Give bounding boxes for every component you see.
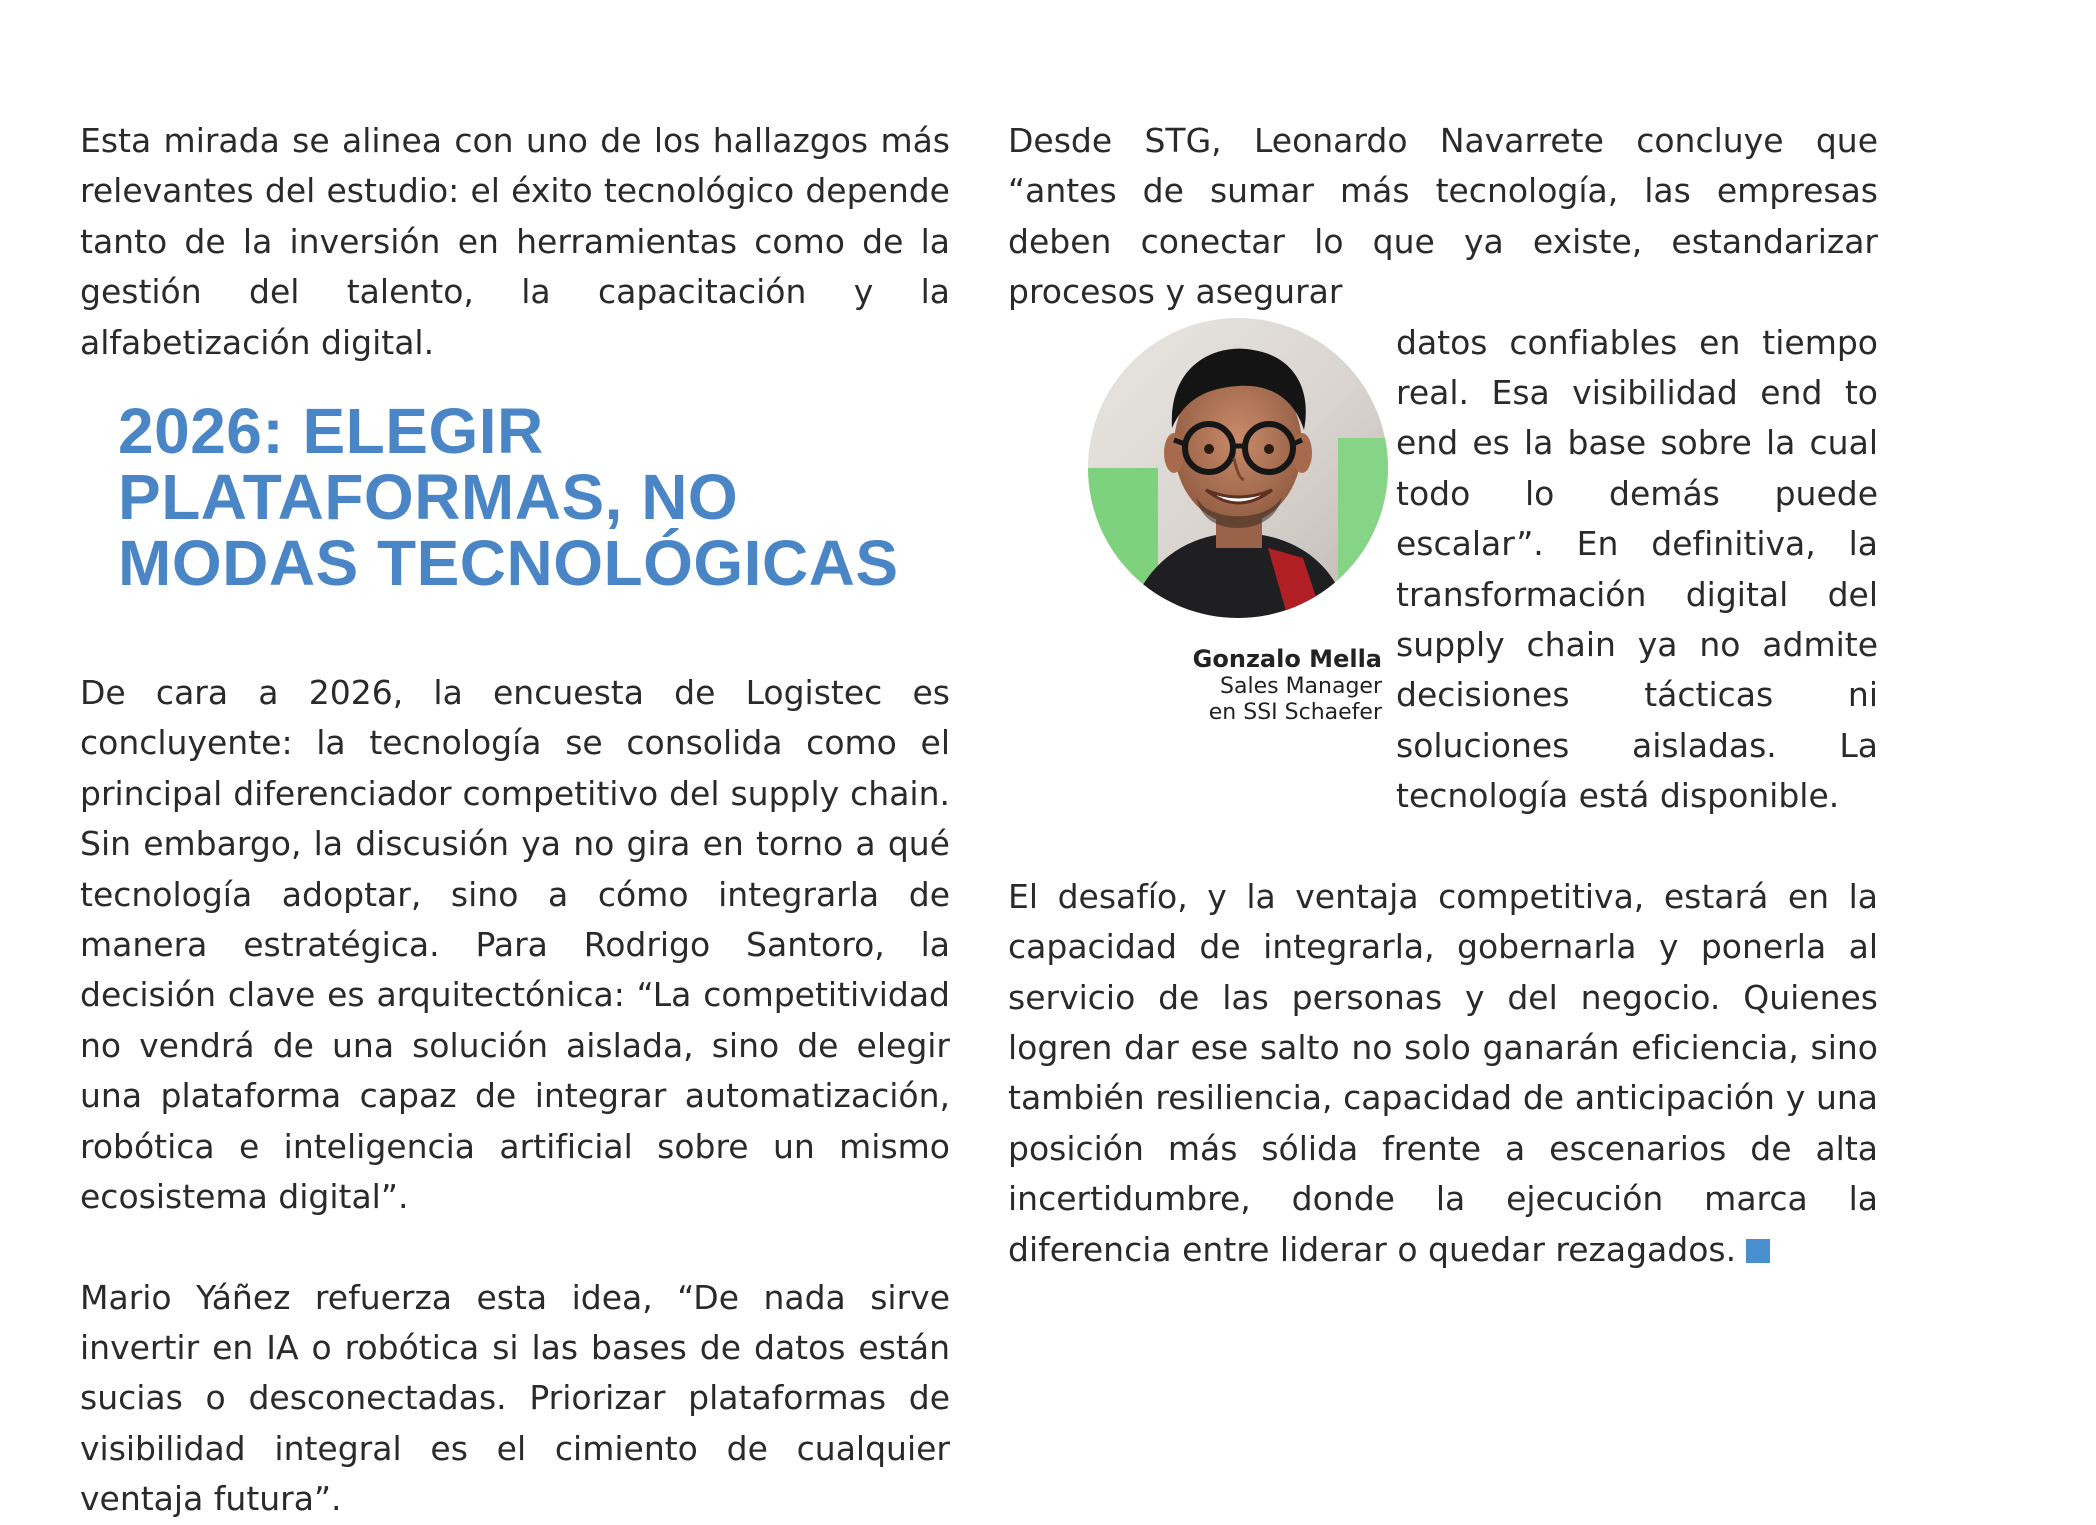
caption-role-line-1: Sales Manager xyxy=(1220,673,1382,699)
headline-line-3: MODAS TECNOLÓGICAS xyxy=(118,527,899,600)
paragraph-stg-continuation: datos confiables en tiempo real. Esa visibilidad end to end es la base sobre la cual todo lo demás puede escalar”. En definitiva, la transformación digital del supply chain ya no admite decisiones tácticas ni soluciones aisladas. La tecnología está disponible. xyxy=(1396,322,1878,816)
end-mark-icon xyxy=(1746,1239,1770,1263)
paragraph-conclusion xyxy=(1008,872,1878,1275)
portrait-photo-icon xyxy=(1088,318,1388,618)
portrait-figure xyxy=(1008,318,1396,788)
paragraph-logistec-survey: De cara a 2026, la encuesta de Logistec es concluyente: la tecnología se consolida como el principal diferenciador competitivo del supply chain. Sin embargo, la discusión ya no gira en torno a qué tecnología adoptar, sino a cómo integrarla de manera estratégica. Para Rodrigo Santoro, la decisión clave es arquitectónica: “La competitividad no vendrá de una solución aislada, sino de elegir una plataforma capaz de integrar automatización, robótica e inteligencia artificial sobre un mismo ecosistema digital”. xyxy=(80,673,950,1217)
caption-role-line-2: en SSI Schaefer xyxy=(1208,699,1382,725)
section-headline xyxy=(118,395,950,600)
paragraph-mario-yanez: Mario Yáñez refuerza esta idea, “De nada sirve invertir en IA o robótica si las bases de datos están sucias o desconectadas. Priorizar plataformas de visibilidad integral es el cimiento de cualquier ventaja futura”. xyxy=(80,1277,950,1519)
photo-caption xyxy=(1193,644,1382,726)
headline-line-2: PLATAFORMAS, NO xyxy=(118,461,739,534)
headline-line-1: 2026: ELEGIR xyxy=(118,395,544,468)
paragraph-intro: Esta mirada se alinea con uno de los hallazgos más relevantes del estudio: el éxito tecnológico depende tanto de la inversión en herramientas como de la gestión del talento, la capacitación y la alfabetización digital. xyxy=(80,121,950,362)
paragraph-stg-intro: Desde STG, Leonardo Navarrete concluye que “antes de sumar más tecnología, las empresas deben conectar lo que ya existe, estandarizar procesos y asegurar xyxy=(1008,121,1878,312)
right-column xyxy=(1008,116,1878,1275)
paragraph-conclusion-text: El desafío, y la ventaja competitiva, estará en la capacidad de integrarla, gobernarla y ponerla al servicio de las personas y del negocio. Quienes logren dar ese salto no solo ganarán eficiencia, sino también resiliencia, capacidad de anticipación y una posición más sólida frente a escenarios de alta incertidumbre, donde la ejecución marca la diferencia entre liderar o quedar rezagados. xyxy=(1008,876,1878,1269)
left-column xyxy=(80,116,950,1525)
caption-name: Gonzalo Mella xyxy=(1192,644,1382,673)
